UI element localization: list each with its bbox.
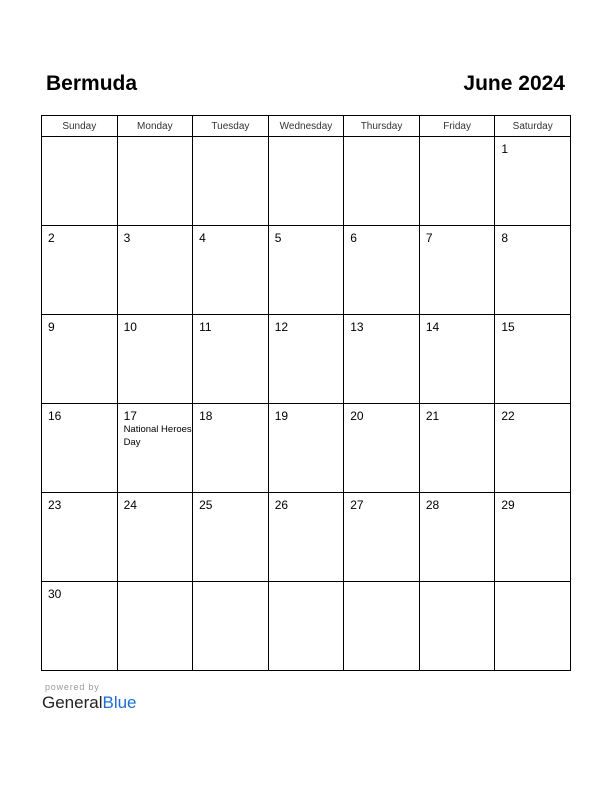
weekday-header: Friday xyxy=(419,116,495,137)
day-cell xyxy=(193,137,269,226)
day-number: 24 xyxy=(123,498,137,512)
day-cell xyxy=(117,137,193,226)
day-number: 14 xyxy=(425,320,440,334)
day-number xyxy=(193,137,268,142)
day-number: 11 xyxy=(199,320,212,334)
day-number xyxy=(344,137,419,142)
day-cell xyxy=(419,493,495,582)
day-cell xyxy=(268,226,344,315)
day-cell xyxy=(419,137,495,226)
day-number: 30 xyxy=(48,587,62,601)
day-number: 1 xyxy=(501,142,509,156)
day-cell xyxy=(268,315,344,404)
day-number: 9 xyxy=(48,320,55,334)
week-row xyxy=(42,137,571,226)
weekday-header: Tuesday xyxy=(193,116,269,137)
day-cell xyxy=(117,315,193,404)
day-cell xyxy=(193,315,269,404)
day-number: 25 xyxy=(199,498,213,512)
day-cell xyxy=(495,226,571,315)
calendar-month-title: June 2024 xyxy=(463,72,565,95)
day-number: 23 xyxy=(48,498,62,512)
day-number: 3 xyxy=(123,231,131,245)
day-cell xyxy=(42,404,118,493)
weekday-header: Monday xyxy=(117,116,193,137)
day-cell xyxy=(42,137,118,226)
day-cell xyxy=(193,226,269,315)
day-number xyxy=(269,582,344,587)
day-number: 19 xyxy=(274,409,289,423)
week-row xyxy=(42,404,571,493)
day-number: 7 xyxy=(425,231,433,245)
day-cell xyxy=(344,315,420,404)
day-cell xyxy=(495,493,571,582)
day-cell xyxy=(268,404,344,493)
day-cell xyxy=(193,404,269,493)
day-number: 20 xyxy=(350,409,364,423)
day-cell xyxy=(495,582,571,671)
day-number xyxy=(420,582,495,587)
day-cell xyxy=(268,137,344,226)
brand-name-blue: Blue xyxy=(102,693,137,712)
day-cell xyxy=(268,493,344,582)
day-number xyxy=(42,137,117,142)
day-cell xyxy=(42,315,118,404)
day-number: 26 xyxy=(274,498,289,512)
day-cell xyxy=(495,404,571,493)
weekday-header: Thursday xyxy=(344,116,420,137)
day-number: 4 xyxy=(199,231,206,245)
holiday-label: National Heroes Day xyxy=(123,424,192,448)
day-cell xyxy=(193,582,269,671)
day-number xyxy=(118,137,193,142)
weekday-header: Saturday xyxy=(495,116,571,137)
day-number: 5 xyxy=(274,231,282,245)
day-cell xyxy=(419,226,495,315)
day-number: 21 xyxy=(425,409,440,423)
day-number xyxy=(118,582,193,587)
day-number xyxy=(193,582,268,587)
day-cell xyxy=(193,493,269,582)
day-number: 15 xyxy=(501,320,515,334)
day-number: 17 xyxy=(123,409,137,423)
day-cell xyxy=(268,582,344,671)
day-number: 28 xyxy=(425,498,440,512)
day-cell xyxy=(117,493,193,582)
day-number: 8 xyxy=(501,231,509,245)
calendar-grid xyxy=(41,115,571,671)
day-cell xyxy=(344,404,420,493)
weekday-header-row xyxy=(42,116,571,137)
day-number xyxy=(420,137,495,142)
day-cell xyxy=(117,582,193,671)
brand-name-general: General xyxy=(42,693,103,712)
day-cell xyxy=(419,315,495,404)
day-cell xyxy=(42,493,118,582)
day-cell xyxy=(42,226,118,315)
day-cell xyxy=(117,404,193,493)
day-cell xyxy=(42,582,118,671)
week-row xyxy=(42,226,571,315)
weekday-header: Sunday xyxy=(42,116,118,137)
day-cell xyxy=(344,582,420,671)
day-number xyxy=(344,582,419,587)
day-cell xyxy=(344,137,420,226)
calendar-country-title: Bermuda xyxy=(46,72,138,95)
day-cell xyxy=(344,226,420,315)
day-number: 16 xyxy=(48,409,62,423)
day-cell xyxy=(495,137,571,226)
day-cell xyxy=(419,582,495,671)
day-number: 27 xyxy=(350,498,364,512)
day-number xyxy=(269,137,344,142)
day-cell xyxy=(495,315,571,404)
day-number: 12 xyxy=(274,320,289,334)
day-number: 10 xyxy=(123,320,137,334)
day-number: 22 xyxy=(501,409,515,423)
day-number: 6 xyxy=(350,231,357,245)
day-number: 13 xyxy=(350,320,364,334)
day-number: 2 xyxy=(48,231,55,245)
day-cell xyxy=(117,226,193,315)
day-number xyxy=(495,582,570,587)
week-row xyxy=(42,493,571,582)
generalblue-logo[interactable] xyxy=(42,693,137,713)
weekday-header: Wednesday xyxy=(268,116,344,137)
week-row xyxy=(42,315,571,404)
day-cell xyxy=(344,493,420,582)
day-number: 29 xyxy=(501,498,515,512)
week-row xyxy=(42,582,571,671)
day-number: 18 xyxy=(199,409,213,423)
day-cell xyxy=(419,404,495,493)
powered-by-text: powered by xyxy=(45,682,100,692)
